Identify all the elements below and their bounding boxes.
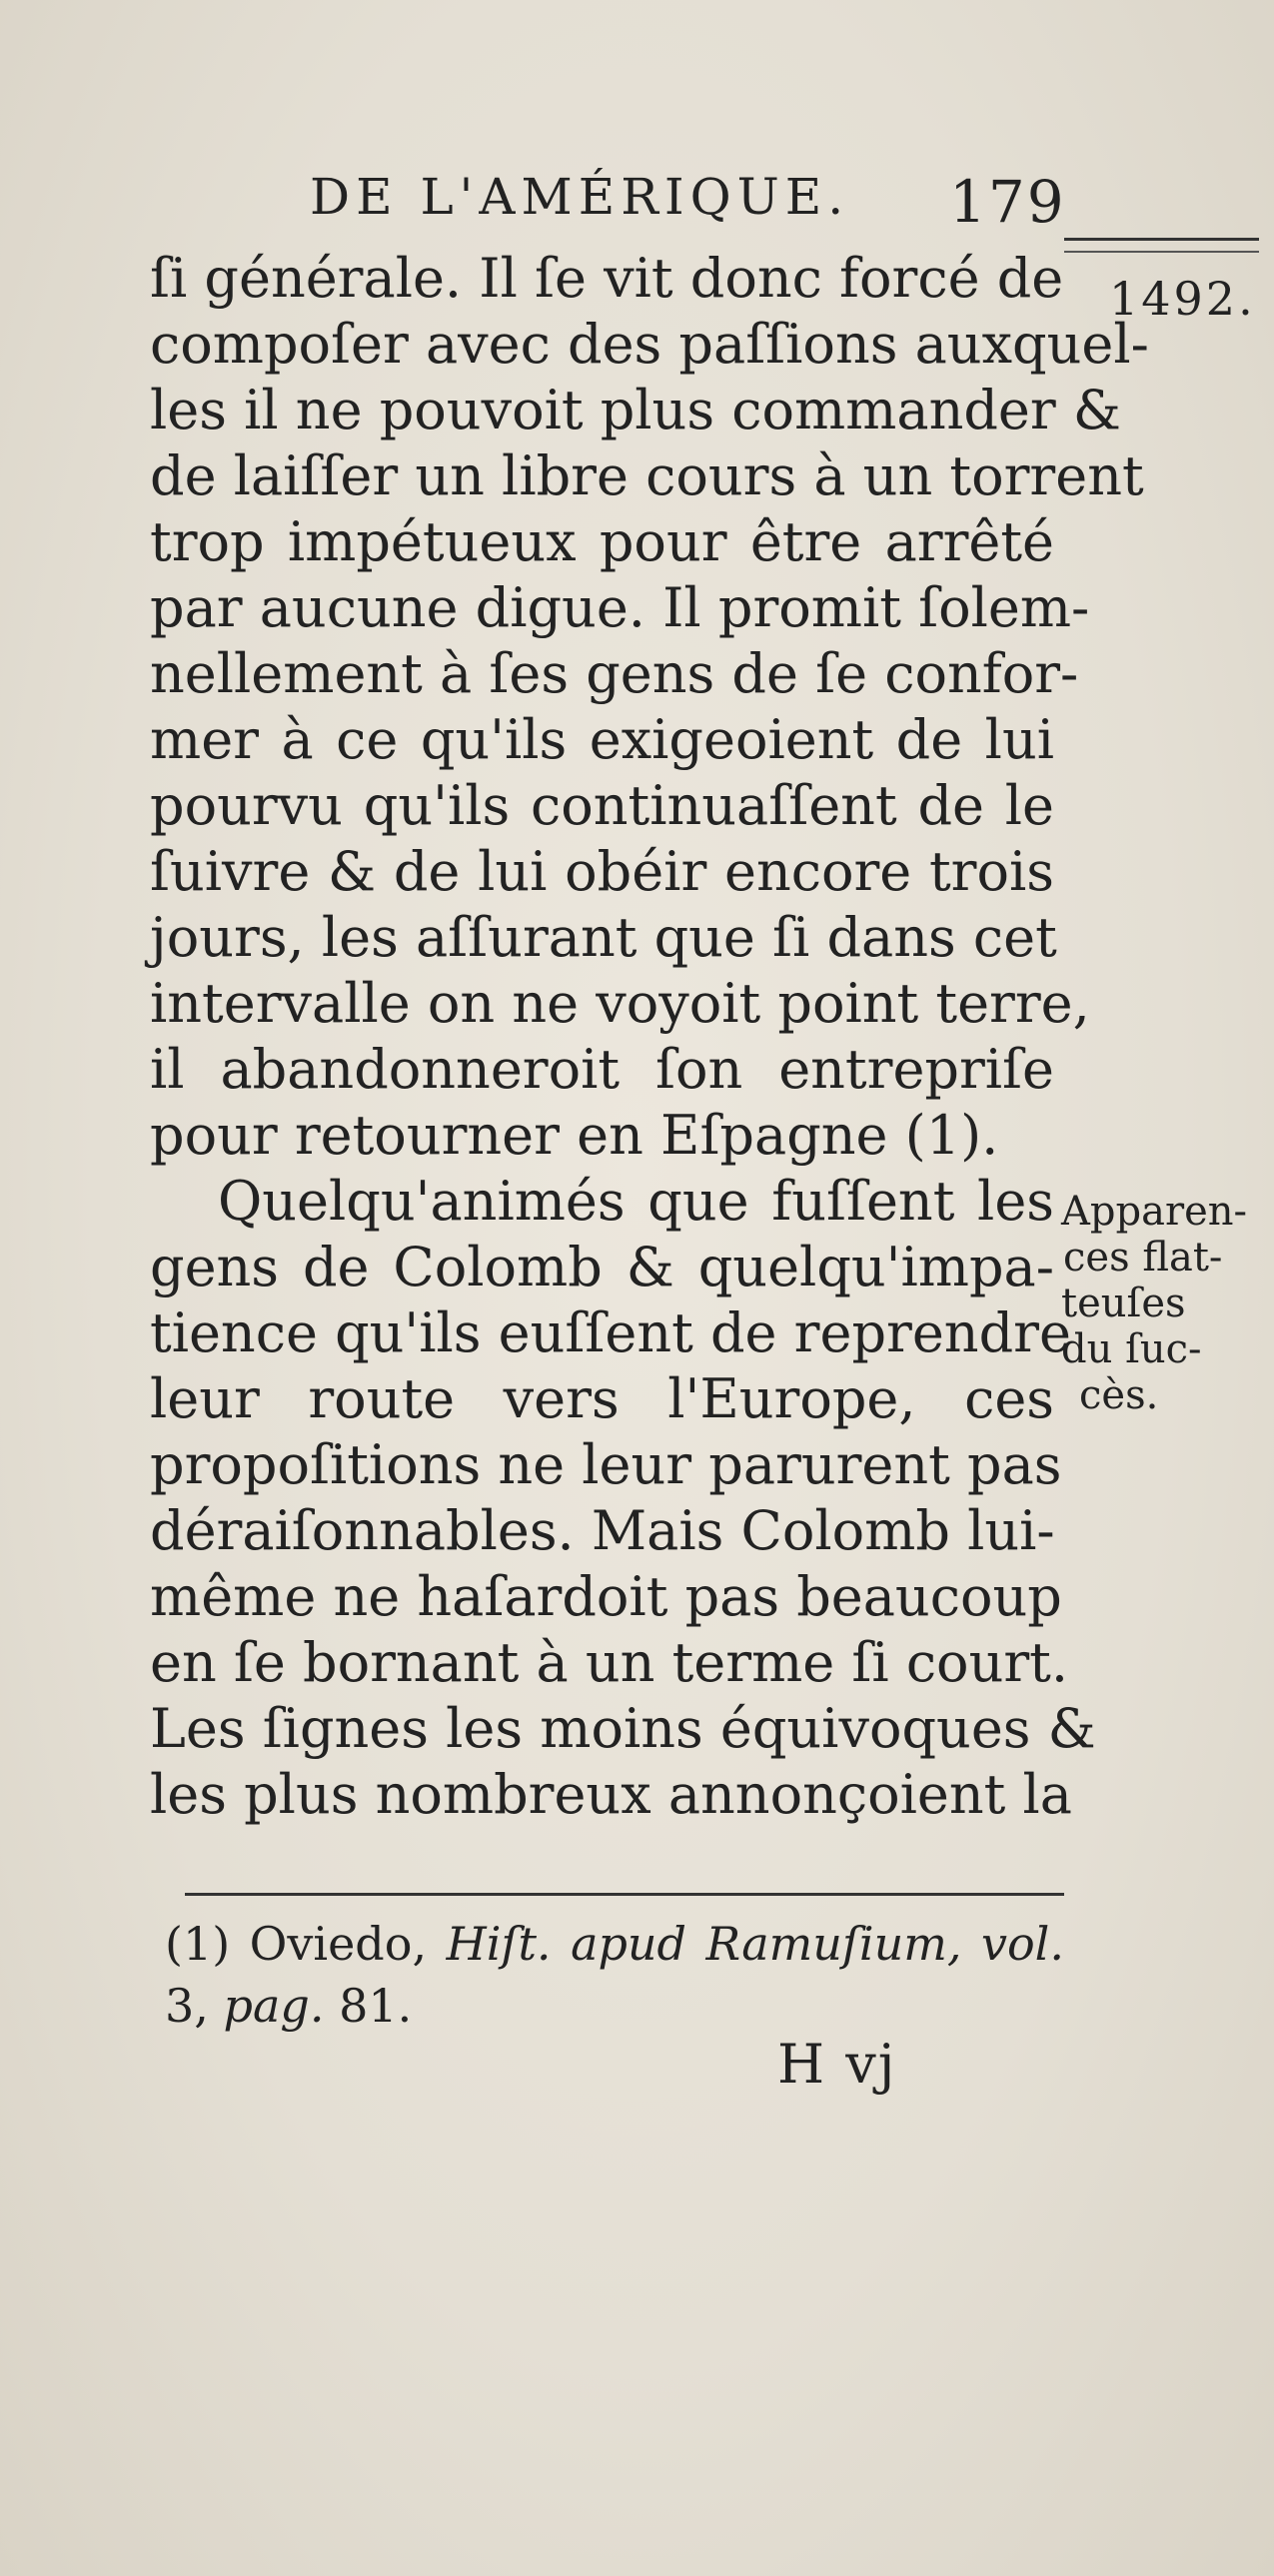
- running-title: DE L'AMÉRIQUE.: [310, 168, 850, 226]
- footnote-rule: [185, 1893, 1064, 1896]
- text-line: les plus nombreux annonçoient la: [150, 1763, 1072, 1826]
- page-number: 179: [949, 168, 1066, 236]
- text-line: mer à ce qu'ils exigeoient de lui: [150, 708, 1054, 771]
- text-line: nellement à ſes gens de ſe confor-: [150, 642, 1079, 705]
- margin-note-line: du ſuc-: [1061, 1326, 1202, 1372]
- margin-rule: [1064, 238, 1259, 253]
- footnote-line: [165, 1975, 1064, 2037]
- footnote: [165, 1913, 1064, 2037]
- text-line: trop impétueux pour être arrêté: [150, 510, 1054, 573]
- text-line: Les ſignes les moins équivoques &: [150, 1697, 1096, 1760]
- text-line: leur route vers l'Europe, ces: [150, 1367, 1054, 1430]
- text-line: déraiſonnables. Mais Colomb lui-: [150, 1499, 1055, 1562]
- footnote-line: [165, 1913, 1064, 1975]
- margin-note-line: ces flat-: [1063, 1235, 1223, 1281]
- text-line: en ſe bornant à un terme ſi court.: [150, 1631, 1069, 1694]
- text-line: même ne haſardoit pas beaucoup: [150, 1565, 1062, 1628]
- margin-year: 1492.: [1109, 272, 1256, 326]
- text-line: pourvu qu'ils continuaſſent de le: [150, 774, 1054, 837]
- text-line: propoſitions ne leur parurent pas: [150, 1433, 1062, 1496]
- text-line-paragraph-start: Quelqu'animés que fuſſent les: [218, 1170, 1054, 1233]
- footnote-page-label: pag.: [223, 1979, 325, 2033]
- footnote-marker: (1) Oviedo,: [165, 1917, 428, 1971]
- text-line: il abandonneroit ſon entrepriſe: [150, 1038, 1054, 1101]
- footnote-page-number: 81.: [339, 1979, 413, 2033]
- text-line: ſuivre & de lui obéir encore trois: [150, 840, 1054, 903]
- footnote-citation: Hiſt. apud Ramuſium, vol.: [446, 1917, 1065, 1971]
- text-line: ſi générale. Il ſe vit donc forcé de: [150, 247, 1064, 310]
- text-line: tience qu'ils euſſent de reprendre: [150, 1301, 1071, 1364]
- text-line: de laiſſer un libre cours à un torrent: [150, 444, 1144, 507]
- text-line: par aucune digue. Il promit ſolem-: [150, 576, 1090, 639]
- footnote-volume: 3,: [165, 1979, 209, 2033]
- margin-note-line: cès.: [1079, 1372, 1159, 1418]
- text-line: pour retourner en Eſpagne (1).: [150, 1104, 999, 1167]
- signature-mark: H vj: [777, 2033, 897, 2096]
- text-line: jours, les aſſurant que ſi dans cet: [150, 906, 1057, 969]
- margin-note-line: teuſes: [1061, 1281, 1186, 1326]
- text-line: les il ne pouvoit plus commander &: [150, 379, 1121, 441]
- text-line: intervalle on ne voyoit point terre,: [150, 972, 1090, 1035]
- margin-note-line: Apparen-: [1061, 1189, 1248, 1235]
- margin-note: [1061, 1189, 1271, 1418]
- text-line: compoſer avec des paſſions auxquel-: [150, 313, 1149, 376]
- text-line: gens de Colomb & quelqu'impa-: [150, 1236, 1054, 1298]
